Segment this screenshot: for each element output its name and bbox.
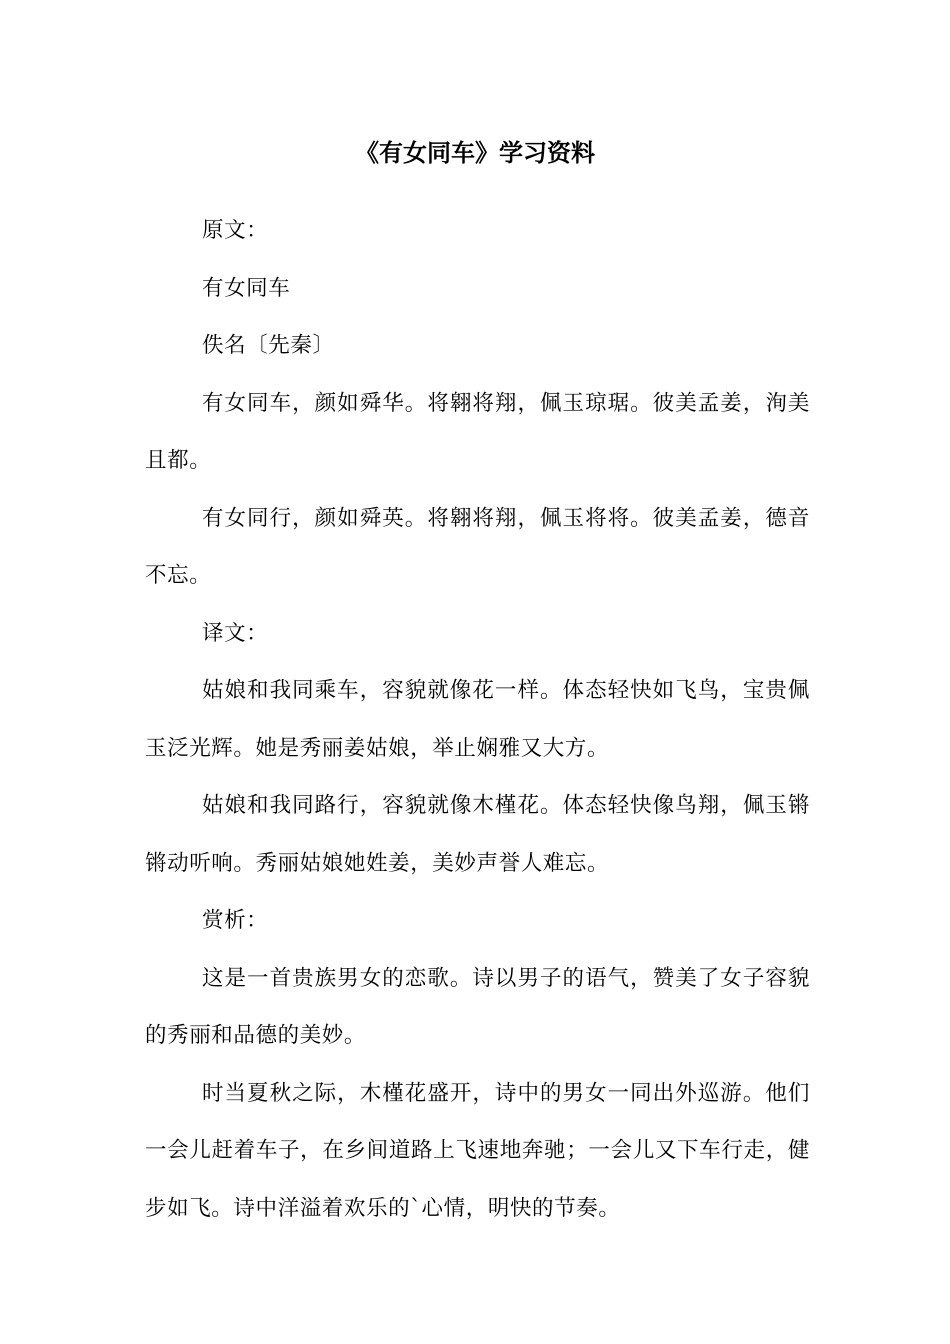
section-heading-original: 原文： <box>201 218 269 243</box>
poem-stanza-1: 有女同车，颜如舜华。将翱将翔，佩玉琼琚。彼美孟姜，洵美且都。 <box>145 390 810 473</box>
document-title: 《有女同车》学习资料 <box>355 138 595 167</box>
translation-paragraph-2: 姑娘和我同路行，容貌就像木槿花。体态轻快像鸟翔，佩玉锵锵动听响。秀丽姑娘她姓姜，美妙声誉人难忘。 <box>145 793 810 876</box>
section-heading-translation: 译文： <box>201 620 269 646</box>
poem-title: 有女同车 <box>201 275 291 301</box>
appreciation-paragraph-1: 这是一首贵族男女的恋歌。诗以男子的语气，赞美了女子容貌的秀丽和品德的美妙。 <box>145 965 810 1048</box>
section-heading-appreciation: 赏析： <box>201 908 269 933</box>
appreciation-paragraph-2: 时当夏秋之际，木槿花盛开，诗中的男女一同出外巡游。他们一会儿赶着车子，在乡间道路上飞速地奔驰；一会儿又下车行走，健步如飞。诗中洋溢着欢乐的`心情，明快的节奏。 <box>145 1080 810 1221</box>
poem-stanza-2: 有女同行，颜如舜英。将翱将翔，佩玉将将。彼美孟姜，德音不忘。 <box>145 505 810 588</box>
document-body <box>145 202 810 1237</box>
poem-author: 佚名〔先秦〕 <box>201 333 335 358</box>
translation-paragraph-1: 姑娘和我同乘车，容貌就像花一样。体态轻快如飞鸟，宝贵佩玉泛光辉。她是秀丽姜姑娘，举止娴雅又大方。 <box>145 678 810 761</box>
